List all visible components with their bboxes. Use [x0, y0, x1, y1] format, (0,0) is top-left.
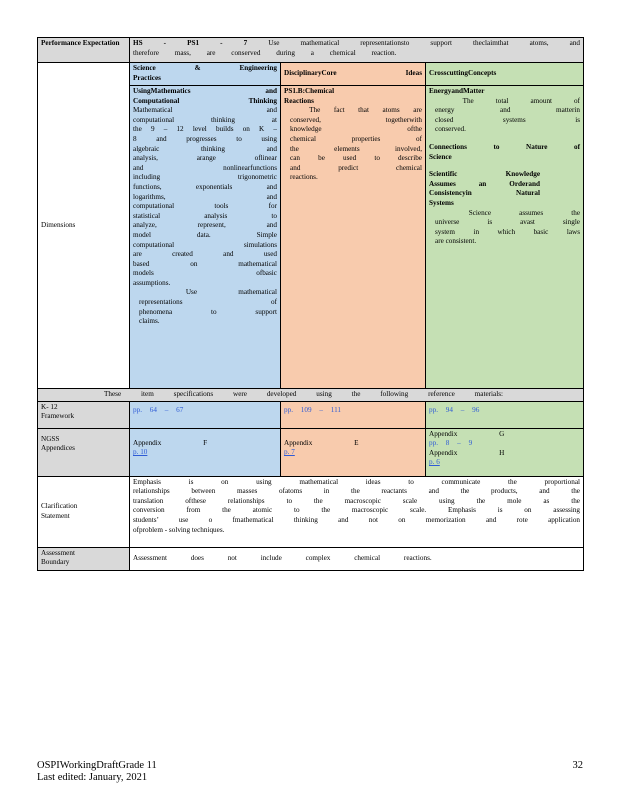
sep-ngss: Appendix F p. 10 [130, 428, 281, 476]
text-line: The total amount of [435, 96, 581, 105]
text-line: closed systems is [435, 115, 581, 124]
text-line: Science assumes the [435, 208, 581, 217]
text-line: analyze, represent, and [133, 221, 277, 230]
text-line: statistical analysis to [133, 211, 277, 220]
ccc-framework-pages: pp. 94 – 96 [426, 401, 584, 428]
sep-header: Science & Engineering Practices [130, 63, 281, 86]
text-line: ofproblem - solving techniques. [133, 525, 225, 534]
ccc-header: CrosscuttingConcepts [426, 63, 584, 86]
text-line: students’ use o fmathematical thinking and not on memorization and rote application [133, 515, 581, 524]
text-line: reactions. [290, 173, 318, 182]
text-line: Emphasis is on using mathematical ideas to communicate the proportional [133, 477, 581, 486]
sep-framework-pages: pp. 64 – 67 [130, 401, 281, 428]
text-line: and predict chemical [290, 163, 422, 172]
text-line: models ofbasic [133, 269, 277, 278]
text-line: logarithms, and [133, 192, 277, 201]
page-footer [37, 760, 583, 784]
text-line: algebraic thinking and [133, 144, 277, 153]
text-line: analysis, arange oflinear [133, 154, 277, 163]
dci-ngss-page-link[interactable]: p. 7 [284, 448, 295, 457]
reference-note-row [38, 389, 584, 402]
dci-description [284, 106, 422, 183]
dci-content: PS1.B:Chemical Reactions The fact that atoms are conserved, togetherwith knowledge ofthe chemical properties of the elements involved, can be used to describe and predict chemical reactions. [281, 86, 426, 389]
text-line: the 9 – 12 level builds on K – [133, 125, 277, 134]
text-line: Use mathematical [139, 288, 277, 297]
text-line: representations of [139, 298, 277, 307]
footer-last-edited: Last edited: January, 2021 [37, 772, 148, 783]
text-line: and nonlinearfunctions [133, 163, 277, 172]
text-line: computational simulations [133, 240, 277, 249]
document-body [37, 37, 583, 571]
footer-title: OSPIWorkingDraftGrade 11 [37, 760, 157, 771]
dci-header: DisciplinaryCore Ideas [281, 63, 426, 86]
reference-note: These item specifications were developed using the following reference materials: [38, 389, 584, 402]
ccc-content: EnergyandMatter The total amount of energy and matterin closed systems is conserved. Connections to Nature of Science Scientific Knowledge Assumes an Orderand Consistencyin Natural Systems Science assumes the universe is avast single system in which basic laws are consistent. [426, 86, 584, 389]
page-number: 32 [572, 760, 583, 771]
text-line: functions, exponentials and [133, 182, 277, 191]
text-line: relationships between masses ofatoms in the reactants and the products, and the [133, 487, 581, 496]
assessment-boundary-label: Assessment Boundary [38, 547, 130, 570]
item-specification-table [37, 37, 584, 571]
text-line: chemical properties of [290, 134, 422, 143]
text-line: are consistent. [435, 237, 477, 246]
text-line: conserved. [435, 125, 466, 134]
text-line: Mathematical and [133, 106, 277, 115]
ccc-description [429, 97, 580, 135]
assessment-boundary-row [38, 547, 584, 570]
dimension-headers-row [38, 63, 584, 86]
ccc-ngss: Appendix G pp. 8 – 9 Appendix H p. 6 [426, 428, 584, 476]
clarification-label: Clarification Statement [38, 476, 130, 547]
text-line: are created and used [133, 250, 277, 259]
assessment-boundary-text: Assessment does not include complex chemical reactions. [130, 547, 584, 570]
performance-expectation-label: Performance Expectation [38, 38, 130, 63]
sep-description [133, 106, 277, 288]
text-line: 8 and progresses to using [133, 134, 277, 143]
text-line: model data. Simple [133, 230, 277, 239]
text-line: conversion from the atomic to the macroscopic scale. Emphasis is on assessing [133, 506, 581, 515]
dimensions-label: Dimensions [38, 63, 130, 389]
text-line: the elements involved, [290, 144, 422, 153]
text-line: translation ofthese relationships to the macroscopic scale using the mole as the [133, 496, 581, 505]
text-line: computational thinking at [133, 115, 277, 124]
sep-ngss-page-link[interactable]: p. 10 [133, 448, 148, 457]
framework-label: K- 12 Framework [38, 401, 130, 428]
clarification-text [130, 476, 584, 547]
dci-ngss: Appendix E p. 7 [281, 428, 426, 476]
dci-framework-pages: pp. 109 – 111 [281, 401, 426, 428]
text-line: The fact that atoms are [290, 106, 422, 115]
text-line: can be used to describe [290, 154, 422, 163]
ngss-appendices-row [38, 428, 584, 476]
framework-row [38, 401, 584, 428]
text-line: conserved, togetherwith [290, 115, 422, 124]
text-line: based on mathematical [133, 259, 277, 268]
text-line: including trigonometric [133, 173, 277, 182]
text-line: claims. [139, 317, 160, 326]
ccc-scientific-knowledge: Scientific Knowledge Assumes an Orderand Consistencyin Natural Systems Science assumes the universe is avast single system in which basic laws are consistent. [429, 170, 581, 246]
ngss-label: NGSS Appendices [38, 428, 130, 476]
text-line: energy and matterin [435, 106, 581, 115]
sep-bullet [133, 288, 277, 326]
text-line: phenomena to support [139, 307, 277, 316]
text-line: universe is avast single [435, 218, 581, 227]
clarification-row [38, 476, 584, 547]
text-line: assumptions. [133, 278, 171, 287]
text-line: computational tools for [133, 202, 277, 211]
ccc-connections: Connections to Nature of Science [429, 142, 581, 161]
performance-expectation-row [38, 38, 584, 63]
ccc-ngss-page-link[interactable]: p. 6 [429, 458, 440, 467]
sep-content: UsingMathematics and Computational Thinking Mathematical and computational thinking at the 9 – 12 level builds on K – 8 and progresses to using algebraic thinking and analysis, arange oflinear and nonlinearfunctions including trigonometric functions, exponentials and logarithms, and computational tools for statistical analysis to analyze, represent, and model data. Simple computational simulations are created and used based on mathematical models ofbasic assumptions. Use mathematical representations of phenomena to support claims. [130, 86, 281, 389]
text-line: knowledge ofthe [290, 125, 422, 134]
performance-expectation-text: HS - PS1 - 7 Use mathematical representationsto support theclaimthat atoms, and therefore mass, are conserved during a chemical reaction. [130, 38, 584, 63]
text-line: system in which basic laws [435, 227, 581, 236]
